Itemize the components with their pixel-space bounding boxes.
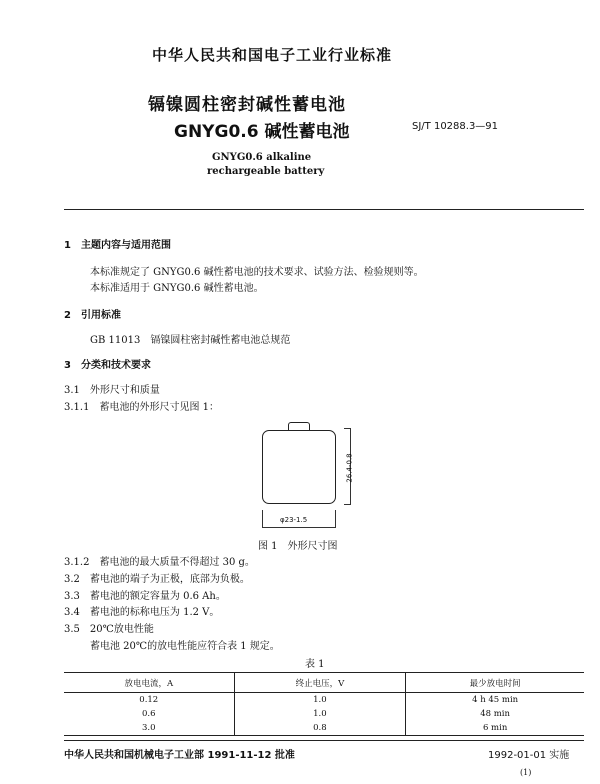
clause-3-5-paragraph: 蓄电池 20℃的放电性能应符合表 1 规定。 [90,641,280,652]
table-cell-voltage: 0.8 [234,721,406,736]
clause-3-3: 3.3 蓄电池的额定容量为 0.6 Ah。 [64,591,226,602]
height-dimension-tick-top [344,428,351,429]
table-header-voltage: 终止电压，V [234,673,406,693]
section-1-paragraph-2: 本标准适用于 GNYG0.6 碱性蓄电池。 [90,283,264,294]
table-cell-time: 48 min [480,709,511,719]
publisher-header: 中华人民共和国电子工业行业标准 [152,46,393,64]
height-dimension-tick-bottom [344,504,351,505]
clause-3-1-1: 3.1.1 蓄电池的外形尺寸见图 1： [64,402,219,413]
title-english-line2: rechargeable battery [207,166,325,177]
approval-line: 中华人民共和国机械电子工业部 1991-11-12 批准 [64,750,295,761]
table-cell-current: 0.6 [64,707,234,721]
section-1-heading: 1 主题内容与适用范围 [64,240,171,251]
clause-3-1-2: 3.1.2 蓄电池的最大质量不得超过 30 g。 [64,557,255,568]
title-english-line1: GNYG0.6 alkaline [212,152,312,163]
diameter-extension-left [262,510,263,528]
table-row [64,693,584,708]
document-title-cn: 镉镍圆柱密封碱性蓄电池 [148,95,346,115]
table-row [64,721,584,736]
height-dimension-label: 26.4-0.8 [345,453,354,483]
standard-number: SJ/T 10288.3—91 [412,121,499,132]
table-cell-voltage: 1.0 [234,707,406,721]
table-cell-time: 6 min [406,721,584,736]
top-divider [64,209,584,210]
table-caption: 表 1 [305,659,325,670]
footer-divider [64,740,584,741]
section-2-reference: GB 11013 镉镍圆柱密封碱性蓄电池总规范 [90,335,291,346]
table-header-current: 放电电流，A [64,673,234,693]
table-cell-current: 0.12 [64,693,234,708]
section-2-heading: 2 引用标准 [64,310,121,321]
table-header-row [64,673,584,693]
table-header-time: 最少放电时间 [406,673,584,693]
diameter-dimension-label: φ23-1.5 [280,516,308,524]
clause-3-1: 3.1 外形尺寸和质量 [64,385,160,396]
section-1-paragraph-1: 本标准规定了 GNYG0.6 碱性蓄电池的技术要求、试验方法、检验规则等。 [90,267,424,278]
section-3-heading: 3 分类和技术要求 [64,360,151,371]
diameter-dimension-line [262,527,335,528]
battery-body [262,430,336,504]
discharge-performance-table [64,672,584,736]
clause-3-2: 3.2 蓄电池的端子为正极，底部为负极。 [64,574,250,585]
diameter-extension-right [335,510,336,528]
clause-3-5: 3.5 20℃放电性能 [64,624,154,635]
figure-caption: 图 1 外形尺寸图 [258,541,338,552]
table-cell-current: 3.0 [64,721,234,736]
page-number: (1) [520,768,532,777]
clause-3-4: 3.4 蓄电池的标称电压为 1.2 V。 [64,607,220,618]
implementation-date: 1992-01-01 实施 [488,750,570,761]
table-cell-time: 4 h 45 min [472,695,519,705]
document-title-model: GNYG0.6 碱性蓄电池 [174,122,350,142]
table-row [64,707,584,721]
table-cell-voltage: 1.0 [234,693,406,708]
